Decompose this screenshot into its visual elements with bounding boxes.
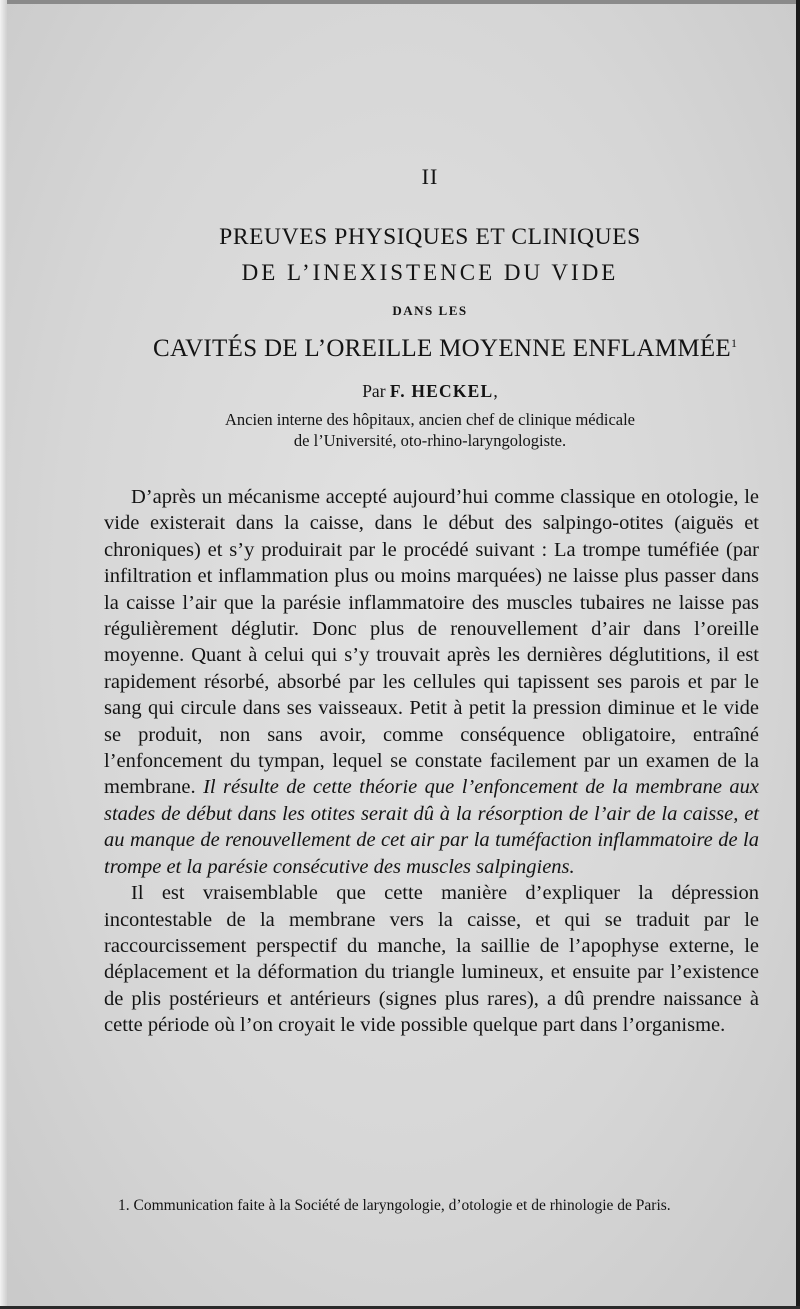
page-edge-left xyxy=(0,0,7,1309)
page-edge-top xyxy=(0,0,800,4)
footnote-text: 1. Communication faite à la Société de laryngologie, d’otologie et de rhinologie de Paris. xyxy=(118,1197,671,1214)
title-line-4-text: CAVITÉS DE L’OREILLE MOYENNE ENFLAMMÉE xyxy=(152,335,732,362)
title-line-1: PREUVES PHYSIQUES ET CLINIQUES xyxy=(219,224,641,250)
paragraph-1-text: D’après un mécanisme accepté aujourd’hui comme classique en otologie, le vide existerait dans la caisse, dans le début des salpingo-otites (aiguës et chroniques) et s’y produirait par le procédé suivant : La trompe tuméfiée (par infiltration et inflammation plus ou moins marquées) ne laisse plus passer dans la caisse l’air que la parésie inflammatoire des muscles tubaires ne laisse pas régulièrement déglutir. Donc plus de renouvellement d’air dans l’oreille moyenne. Quant à celui qui s’y trouvait après les dernières déglutitions, il est rapidement résorbé, absorbé par les cellules qui tapissent ses parois et par le sang qui circule dans ses vaisseaux. Petit à petit la pression diminue et le vide se produit, non sans avoir, comme conséquence obligatoire, entraîné l’enfoncement du tympan, lequel se constate facilement par un examen de la membrane. xyxy=(104,486,759,799)
byline-prefix: Par xyxy=(362,381,386,401)
affiliation-line-1: Ancien interne des hôpitaux, ancien chef de clinique médicale xyxy=(224,410,636,429)
body-text xyxy=(104,484,759,1039)
byline-suffix: , xyxy=(493,381,498,401)
paragraph-2: Il est vraisemblable que cette manière d’expliquer la dépression incontestable de la membrane vers la caisse, et qui se traduit par le raccourcissement perspectif du manche, la saillie de l’apophyse externe, le déplacement et la déformation du triangle lumineux, et ensuite par l’existence de plis postérieurs et antérieurs (signes plus rares), a dû prendre naissance à cette période où l’on croyait le vide possible quelque part dans l’organisme. xyxy=(104,882,759,1037)
footnote-marker: 1 xyxy=(731,336,738,350)
affiliation-line-2: de l’Université, oto-rhino-laryngologiste. xyxy=(293,431,567,450)
paragraph-1-italic: Il résulte de cette théorie que l’enfoncement de la membrane aux stades de début dans les otites serait dû à la résorption de l’air de la caisse, et au manque de renouvellement de cet air par la tuméfaction inflammatoire de la trompe et la parésie consécutive des muscles salpingiens. xyxy=(104,776,759,878)
byline xyxy=(0,381,800,402)
paragraph-1 xyxy=(104,484,759,880)
title-line-2: DE L’INEXISTENCE DU VIDE xyxy=(241,260,619,285)
title-line-3: DANS LES xyxy=(392,303,468,318)
chapter-number: II xyxy=(421,164,439,189)
title-line-4 xyxy=(0,335,800,363)
author-name: F. HECKEL xyxy=(389,381,494,401)
footnote xyxy=(104,1195,764,1216)
page-edge-right xyxy=(796,0,800,1309)
